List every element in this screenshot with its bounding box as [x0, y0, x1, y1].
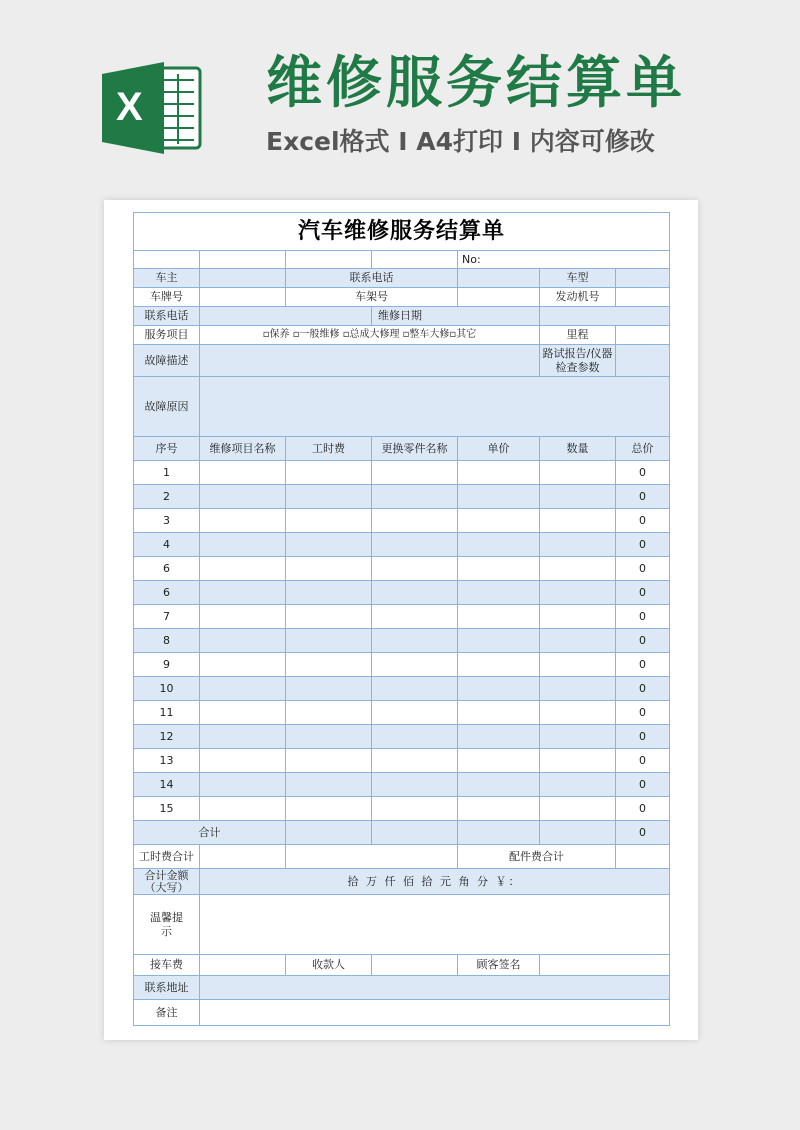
column-header: 数量 — [540, 437, 616, 461]
item-cell[interactable] — [458, 629, 540, 653]
blank-cell[interactable] — [134, 251, 200, 269]
item-cell[interactable] — [286, 557, 372, 581]
customer-sign-label: 顾客签名 — [458, 955, 540, 976]
row-number: 9 — [134, 653, 200, 677]
row-total: 0 — [616, 701, 670, 725]
amount-label: 合计金额（大写） — [134, 869, 200, 895]
blank-cell[interactable] — [200, 251, 286, 269]
parts-total-field[interactable] — [616, 845, 670, 869]
item-cell[interactable] — [540, 653, 616, 677]
table-row — [134, 581, 670, 605]
item-cell[interactable] — [286, 653, 372, 677]
item-cell[interactable] — [372, 533, 458, 557]
row-total: 0 — [616, 677, 670, 701]
item-cell[interactable] — [458, 461, 540, 485]
row-number: 12 — [134, 725, 200, 749]
item-cell[interactable] — [458, 557, 540, 581]
item-cell[interactable] — [540, 797, 616, 821]
row-number: 7 — [134, 605, 200, 629]
pickup-fee-field[interactable] — [200, 955, 286, 976]
item-cell[interactable] — [540, 557, 616, 581]
item-cell[interactable] — [458, 653, 540, 677]
item-cell[interactable] — [372, 749, 458, 773]
row-total: 0 — [616, 461, 670, 485]
item-cell[interactable] — [200, 773, 286, 797]
mileage-label: 里程 — [540, 326, 616, 345]
item-cell[interactable] — [458, 701, 540, 725]
row-total: 0 — [616, 629, 670, 653]
item-cell[interactable] — [372, 461, 458, 485]
item-cell[interactable] — [540, 629, 616, 653]
customer-sign-field[interactable] — [540, 955, 670, 976]
item-cell[interactable] — [200, 605, 286, 629]
road-test-field[interactable] — [616, 345, 670, 377]
item-cell[interactable] — [200, 557, 286, 581]
table-row — [134, 797, 670, 821]
sum-cell[interactable] — [540, 821, 616, 845]
column-header: 工时费 — [286, 437, 372, 461]
remarks-label: 备注 — [134, 1000, 200, 1026]
item-cell[interactable] — [372, 605, 458, 629]
item-cell[interactable] — [372, 797, 458, 821]
table-row — [134, 749, 670, 773]
item-cell[interactable] — [286, 773, 372, 797]
car-model-field[interactable] — [616, 269, 670, 288]
item-cell[interactable] — [200, 725, 286, 749]
page-title: 维修服务结算单 — [266, 51, 686, 116]
item-cell[interactable] — [200, 461, 286, 485]
table-row — [134, 557, 670, 581]
column-header: 更换零件名称 — [372, 437, 458, 461]
item-cell[interactable] — [540, 725, 616, 749]
item-cell[interactable] — [458, 797, 540, 821]
contact-phone-field[interactable] — [458, 269, 540, 288]
reminder-field[interactable] — [200, 895, 670, 955]
labor-total-field[interactable] — [286, 845, 458, 869]
row-total: 0 — [616, 749, 670, 773]
item-cell[interactable] — [540, 605, 616, 629]
item-cell[interactable] — [372, 773, 458, 797]
item-cell[interactable] — [372, 581, 458, 605]
row-number: 14 — [134, 773, 200, 797]
fault-cause-label: 故障原因 — [134, 377, 200, 437]
item-cell[interactable] — [540, 461, 616, 485]
plate-field[interactable] — [200, 288, 286, 307]
row-total: 0 — [616, 557, 670, 581]
item-cell[interactable] — [458, 533, 540, 557]
owner-field[interactable] — [200, 269, 286, 288]
item-cell[interactable] — [540, 509, 616, 533]
sum-cell[interactable] — [458, 821, 540, 845]
item-cell[interactable] — [286, 605, 372, 629]
vin-label: 车架号 — [286, 288, 458, 307]
row-number: 6 — [134, 581, 200, 605]
item-cell[interactable] — [540, 773, 616, 797]
row-number: 10 — [134, 677, 200, 701]
table-row — [134, 629, 670, 653]
form-title: 汽车维修服务结算单 — [134, 213, 670, 251]
item-cell[interactable] — [540, 701, 616, 725]
item-cell[interactable] — [372, 677, 458, 701]
engine-no-field[interactable] — [616, 288, 670, 307]
item-cell[interactable] — [372, 557, 458, 581]
item-cell[interactable] — [286, 533, 372, 557]
table-row — [134, 653, 670, 677]
service-item-label: 服务项目 — [134, 326, 200, 345]
table-row — [134, 701, 670, 725]
fault-cause-field[interactable] — [200, 377, 670, 437]
table-row — [134, 485, 670, 509]
table-row — [134, 773, 670, 797]
car-model-label: 车型 — [540, 269, 616, 288]
column-header: 总价 — [616, 437, 670, 461]
row-total: 0 — [616, 485, 670, 509]
road-test-label: 路试报告/仪器检查参数 — [540, 345, 616, 377]
address-field[interactable] — [200, 976, 670, 1000]
column-header: 维修项目名称 — [200, 437, 286, 461]
row-number: 1 — [134, 461, 200, 485]
excel-logo-letter: X — [116, 85, 143, 129]
item-cell[interactable] — [372, 629, 458, 653]
plate-label: 车牌号 — [134, 288, 200, 307]
item-cell[interactable] — [200, 653, 286, 677]
address-label: 联系地址 — [134, 976, 200, 1000]
item-cell[interactable] — [200, 629, 286, 653]
vin-field[interactable] — [458, 288, 540, 307]
form-number-label: No: — [458, 251, 670, 269]
fault-description-label: 故障描述 — [134, 345, 200, 377]
item-cell[interactable] — [200, 701, 286, 725]
blank-cell[interactable] — [286, 251, 372, 269]
row-total: 0 — [616, 581, 670, 605]
item-cell[interactable] — [200, 509, 286, 533]
row-number: 8 — [134, 629, 200, 653]
item-cell[interactable] — [458, 749, 540, 773]
sum-total: 0 — [616, 821, 670, 845]
row-number: 15 — [134, 797, 200, 821]
item-cell[interactable] — [458, 677, 540, 701]
table-row — [134, 725, 670, 749]
item-cell[interactable] — [200, 677, 286, 701]
item-cell[interactable] — [540, 677, 616, 701]
engine-no-label: 发动机号 — [540, 288, 616, 307]
owner-label: 车主 — [134, 269, 200, 288]
sum-cell[interactable] — [372, 821, 458, 845]
item-cell[interactable] — [286, 677, 372, 701]
repair-date-field[interactable] — [540, 307, 670, 326]
service-options[interactable]: ▫保养 ▫一般维修 ▫总成大修理 ▫整车大修▫其它 — [200, 326, 540, 345]
table-row — [134, 533, 670, 557]
item-cell[interactable] — [200, 581, 286, 605]
sum-cell[interactable] — [286, 821, 372, 845]
item-cell[interactable] — [286, 725, 372, 749]
pickup-fee-label: 接车费 — [134, 955, 200, 976]
payee-label: 收款人 — [286, 955, 372, 976]
item-cell[interactable] — [458, 725, 540, 749]
item-cell[interactable] — [286, 701, 372, 725]
item-cell[interactable] — [286, 581, 372, 605]
item-cell[interactable] — [286, 629, 372, 653]
mileage-field[interactable] — [616, 326, 670, 345]
row-number: 6 — [134, 557, 200, 581]
item-cell[interactable] — [458, 581, 540, 605]
row-number: 4 — [134, 533, 200, 557]
row-total: 0 — [616, 533, 670, 557]
item-cell[interactable] — [540, 533, 616, 557]
item-cell[interactable] — [372, 653, 458, 677]
item-cell[interactable] — [200, 485, 286, 509]
parts-total-label: 配件费合计 — [458, 845, 616, 869]
column-header: 序号 — [134, 437, 200, 461]
fault-description-field[interactable] — [200, 345, 540, 377]
item-cell[interactable] — [286, 509, 372, 533]
settlement-form — [133, 212, 670, 1026]
reminder-label: 温馨提示 — [134, 895, 200, 955]
item-cell[interactable] — [200, 749, 286, 773]
item-cell[interactable] — [372, 725, 458, 749]
item-cell[interactable] — [540, 581, 616, 605]
item-cell[interactable] — [372, 509, 458, 533]
item-cell[interactable] — [458, 773, 540, 797]
row-total: 0 — [616, 797, 670, 821]
row-total: 0 — [616, 773, 670, 797]
item-cell[interactable] — [200, 533, 286, 557]
item-cell[interactable] — [286, 485, 372, 509]
item-cell[interactable] — [458, 485, 540, 509]
column-header: 单价 — [458, 437, 540, 461]
item-cell[interactable] — [286, 461, 372, 485]
row-number: 11 — [134, 701, 200, 725]
labor-total-label: 工时费合计 — [134, 845, 200, 869]
item-cell[interactable] — [372, 485, 458, 509]
item-cell[interactable] — [458, 605, 540, 629]
item-cell[interactable] — [458, 509, 540, 533]
blank-cell[interactable] — [372, 251, 458, 269]
item-cell[interactable] — [286, 797, 372, 821]
table-row — [134, 461, 670, 485]
amount-in-words-field[interactable]: 拾 万 仟 佰 拾 元 角 分 ￥： — [200, 869, 670, 895]
page-subtitle: Excel格式 I A4打印 I 内容可修改 — [266, 127, 655, 156]
row-number: 3 — [134, 509, 200, 533]
remarks-field[interactable] — [200, 1000, 670, 1026]
contact-phone-label: 联系电话 — [286, 269, 458, 288]
item-cell[interactable] — [372, 701, 458, 725]
contact-phone2-field[interactable] — [200, 307, 372, 326]
item-cell[interactable] — [540, 485, 616, 509]
table-row — [134, 605, 670, 629]
item-cell[interactable] — [286, 749, 372, 773]
row-total: 0 — [616, 605, 670, 629]
row-total: 0 — [616, 725, 670, 749]
row-total: 0 — [616, 653, 670, 677]
item-cell[interactable] — [540, 749, 616, 773]
repair-date-label: 维修日期 — [372, 307, 540, 326]
excel-logo-icon — [102, 62, 202, 154]
contact-phone2-label: 联系电话 — [134, 307, 200, 326]
table-row — [134, 509, 670, 533]
table-row — [134, 677, 670, 701]
labor-total-field[interactable] — [200, 845, 286, 869]
item-cell[interactable] — [200, 797, 286, 821]
payee-field[interactable] — [372, 955, 458, 976]
sum-label: 合计 — [134, 821, 286, 845]
row-number: 13 — [134, 749, 200, 773]
row-total: 0 — [616, 509, 670, 533]
row-number: 2 — [134, 485, 200, 509]
